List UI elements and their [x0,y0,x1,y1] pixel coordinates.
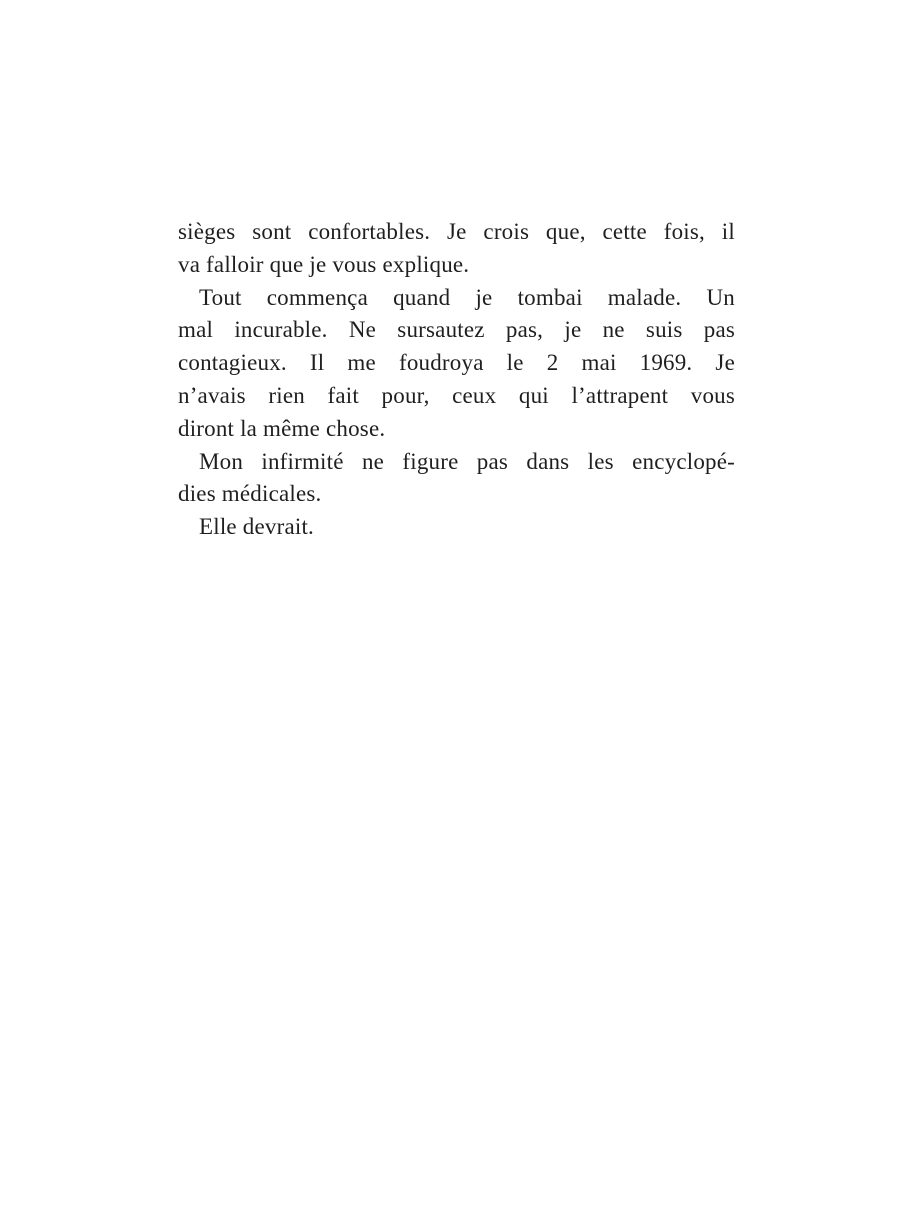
text-line: Tout commença quand je tombai malade. Un [199,284,735,310]
text-line: mal incurable. Ne sursautez pas, je ne suis pas [178,317,735,343]
text-line: dies médicales. [178,481,322,507]
text-line: sièges sont confortables. Je crois que, cette fois, il [178,219,735,244]
text-line: n’avais rien fait pour, ceux qui l’attrapent vous [178,382,735,408]
text-line: contagieux. Il me foudroya le 2 mai 1969. Je [178,350,735,376]
text-line: Elle devrait. [199,514,314,540]
text-line: Mon infirmité ne figure pas dans les encyclopé- [199,448,735,474]
page-text [178,216,735,544]
text-line: diront la même chose. [178,415,386,441]
text-line: va falloir que je vous explique. [178,251,470,277]
